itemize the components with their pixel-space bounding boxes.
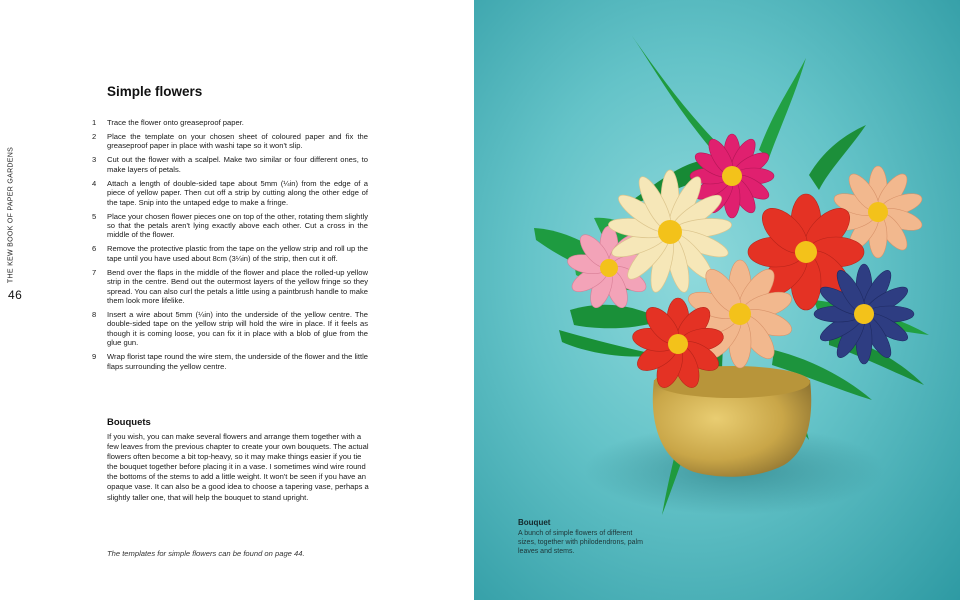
page-number: 46	[8, 288, 23, 302]
bouquet-photo	[474, 0, 960, 600]
caption-title: Bouquet	[518, 518, 551, 527]
step-text: Place the template on your chosen sheet of coloured paper and fix the greaseproof paper in place with washi tape so it won't slip.	[107, 132, 368, 151]
bouquets-paragraph: If you wish, you can make several flowers and arrange them together with a few leaves from the previous chapter to create your own bouquets. The actual flowers often become a bit top-heavy, so it may make things easier if you tie the bouquet together before placing it in a vase. I sometimes wind wire round the bottoms of the stems to add a little weight. It won't be seen if you have an opaque vase. It can also be a good idea to choose a tapering vase, perhaps a slightly taller one, that will help the bouquet to stand upright.	[107, 432, 369, 502]
step-number: 5	[92, 211, 97, 221]
step-item	[92, 179, 368, 207]
step-item	[92, 118, 368, 127]
step-number: 8	[92, 310, 97, 320]
steps-list	[92, 118, 368, 376]
step-number: 2	[92, 132, 97, 141]
bouquet-photo-page	[474, 0, 960, 600]
caption-text: A bunch of simple flowers of different sizes, together with philodendrons, palm leaves and stems.	[518, 530, 643, 555]
page-title: Simple flowers	[107, 84, 203, 99]
step-text: Attach a length of double-sided tape about 5mm (¼in) from the edge of a piece of yellow paper. Then cut off a strip by cutting along the other edge of the tape. Snip into the untaped edge to make a fringe.	[107, 178, 368, 207]
step-item	[92, 310, 368, 348]
bouquets-heading: Bouquets	[107, 417, 151, 428]
step-text: Cut out the flower with a scalpel. Make two similar or four different ones, to make layers of petals.	[107, 155, 368, 174]
vase	[653, 366, 811, 477]
step-item	[92, 155, 368, 174]
step-number: 3	[92, 155, 97, 165]
left-page	[0, 0, 474, 600]
step-item	[92, 212, 368, 240]
step-item	[92, 352, 368, 371]
step-number: 7	[92, 267, 97, 277]
step-item	[92, 268, 368, 306]
step-item	[92, 244, 368, 263]
step-text: Wrap florist tape round the wire stem, the underside of the flower and the little flaps surrounding the yellow centre.	[107, 352, 368, 371]
book-title-vertical	[5, 146, 17, 284]
step-number: 4	[92, 178, 97, 188]
step-text: Insert a wire about 5mm (¼in) into the underside of the yellow centre. The double-sided tape on the yellow strip will hold the wire in place. If it feels as though it is coming loose, you can fix it in place with a blob of glue from the glue gun.	[107, 310, 368, 348]
step-text: Trace the flower onto greaseproof paper.	[107, 118, 244, 127]
step-text: Place your chosen flower pieces one on top of the other, rotating them slightly so that the petals aren't lying exactly above each other. Cut a cross in the middle of the flower.	[107, 211, 368, 240]
step-item	[92, 132, 368, 151]
step-text: Bend over the flaps in the middle of the flower and place the rolled-up yellow strip in the centre. Bend out the outermost layers of the yellow fringe so they spread. You can also curl the petals a little using a paintbrush handle to make them look more lifelike.	[107, 267, 368, 306]
step-number: 1	[92, 118, 97, 127]
step-number: 6	[92, 244, 97, 254]
templates-note: The templates for simple flowers can be found on page 44.	[107, 549, 305, 558]
book-title-text: THE KEW BOOK OF PAPER GARDENS	[7, 146, 15, 284]
step-number: 9	[92, 352, 97, 362]
step-text: Remove the protective plastic from the tape on the yellow strip and roll up the tape until you have used about 8cm (3¼in) of the strip, then cut it off.	[107, 244, 368, 263]
